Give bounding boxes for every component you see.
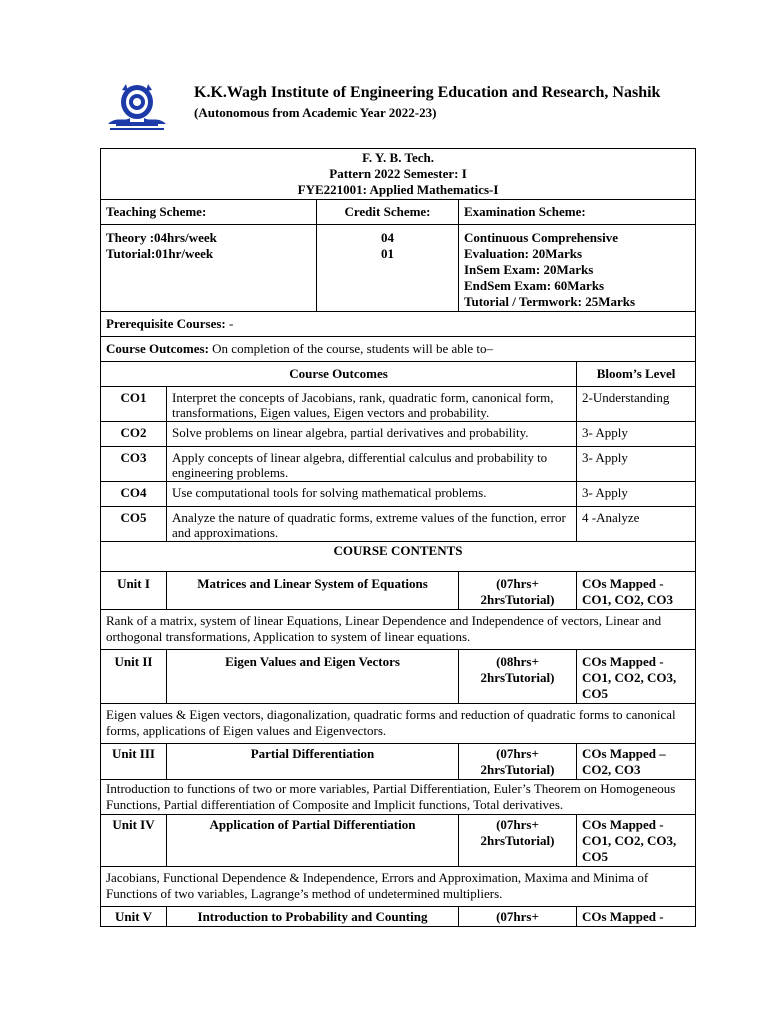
unit-title: Matrices and Linear System of Equations bbox=[167, 572, 459, 610]
teaching-scheme-values bbox=[101, 225, 317, 312]
unit-number: Unit II bbox=[101, 650, 167, 704]
outcome-level: 4 -Analyze bbox=[577, 507, 696, 542]
unit-row bbox=[101, 815, 696, 867]
outcome-row bbox=[101, 507, 696, 542]
outcome-id: CO1 bbox=[101, 387, 167, 422]
unit-cos-mapped: COs Mapped - CO1, CO2, CO3, CO5 bbox=[577, 815, 696, 867]
syllabus-table bbox=[100, 148, 696, 927]
unit-hours: (08hrs+ 2hrsTutorial) bbox=[459, 650, 577, 704]
unit-hours: (07hrs+ bbox=[459, 907, 577, 927]
unit-row bbox=[101, 650, 696, 704]
outcome-row bbox=[101, 422, 696, 447]
unit-number: Unit III bbox=[101, 744, 167, 780]
unit-description-row bbox=[101, 610, 696, 650]
unit-description: Introduction to functions of two or more variables, Partial Differentiation, Euler’s Theorem on Homogeneous Functions, Partial differentiation of Composite and Implicit functions, Total derivatives. bbox=[101, 780, 696, 815]
outcomes-header-row bbox=[101, 362, 696, 387]
outcome-id: CO4 bbox=[101, 482, 167, 507]
outcome-id: CO2 bbox=[101, 422, 167, 447]
course-title-row bbox=[101, 149, 696, 200]
outcomes-label: Course Outcomes: bbox=[106, 341, 209, 356]
unit-cos-mapped: COs Mapped – CO2, CO3 bbox=[577, 744, 696, 780]
course-contents-row bbox=[101, 542, 696, 572]
unit-hours: (07hrs+ 2hrsTutorial) bbox=[459, 744, 577, 780]
outcome-level: 3- Apply bbox=[577, 447, 696, 482]
exam-line: EndSem Exam: 60Marks bbox=[464, 278, 605, 293]
outcome-row bbox=[101, 447, 696, 482]
outcome-row bbox=[101, 482, 696, 507]
outcome-text: Apply concepts of linear algebra, differential calculus and probability to engineering problems. bbox=[167, 447, 577, 482]
exam-line: Continuous Comprehensive bbox=[464, 230, 618, 245]
unit-description-row bbox=[101, 867, 696, 907]
institute-logo-icon bbox=[106, 82, 168, 130]
unit-cos-mapped: COs Mapped - CO1, CO2, CO3 bbox=[577, 572, 696, 610]
prerequisite-value: - bbox=[225, 316, 234, 331]
outcome-text: Analyze the nature of quadratic forms, extreme values of the function, error and approximations. bbox=[167, 507, 577, 542]
outcomes-intro-cell bbox=[101, 337, 696, 362]
outcome-text: Interpret the concepts of Jacobians, rank, quadratic form, canonical form, transformations, Eigen values, Eigen vectors and probability. bbox=[167, 387, 577, 422]
outcome-level: 3- Apply bbox=[577, 422, 696, 447]
unit-hours: (07hrs+ 2hrsTutorial) bbox=[459, 815, 577, 867]
course-year: F. Y. B. Tech. bbox=[362, 150, 434, 165]
teaching-scheme-label: Teaching Scheme: bbox=[101, 200, 317, 225]
prerequisite-cell bbox=[101, 312, 696, 337]
outcome-level: 2-Understanding bbox=[577, 387, 696, 422]
outcome-row bbox=[101, 387, 696, 422]
outcome-id: CO5 bbox=[101, 507, 167, 542]
exam-scheme-label: Examination Scheme: bbox=[459, 200, 696, 225]
tutorial-hours: Tutorial:01hr/week bbox=[106, 246, 214, 261]
outcomes-header: Course Outcomes bbox=[101, 362, 577, 387]
unit-hours: (07hrs+ 2hrsTutorial) bbox=[459, 572, 577, 610]
unit-cos-mapped: COs Mapped - CO1, CO2, CO3, CO5 bbox=[577, 650, 696, 704]
prerequisite-label: Prerequisite Courses: bbox=[106, 316, 226, 331]
unit-title: Partial Differentiation bbox=[167, 744, 459, 780]
outcomes-intro-text: On completion of the course, students will be able to– bbox=[208, 341, 494, 356]
outcome-id: CO3 bbox=[101, 447, 167, 482]
unit-row bbox=[101, 744, 696, 780]
unit-description-row bbox=[101, 704, 696, 744]
unit-description: Jacobians, Functional Dependence & Independence, Errors and Approximation, Maxima and Minima of Functions of two variables, Lagrange’s method of undetermined multipliers. bbox=[101, 867, 696, 907]
institute-name: K.K.Wagh Institute of Engineering Education and Research, Nashik bbox=[194, 84, 661, 101]
unit-number: Unit I bbox=[101, 572, 167, 610]
outcome-text: Use computational tools for solving mathematical problems. bbox=[167, 482, 577, 507]
unit-row bbox=[101, 907, 696, 927]
unit-description-row bbox=[101, 780, 696, 815]
autonomous-subtitle: (Autonomous from Academic Year 2022-23) bbox=[194, 105, 437, 120]
unit-title: Application of Partial Differentiation bbox=[167, 815, 459, 867]
blooms-level-header: Bloom’s Level bbox=[577, 362, 696, 387]
exam-scheme-values bbox=[459, 225, 696, 312]
unit-number: Unit V bbox=[101, 907, 167, 927]
unit-row bbox=[101, 572, 696, 610]
scheme-values-row bbox=[101, 225, 696, 312]
unit-number: Unit IV bbox=[101, 815, 167, 867]
unit-title: Eigen Values and Eigen Vectors bbox=[167, 650, 459, 704]
credit-scheme-label: Credit Scheme: bbox=[317, 200, 459, 225]
outcome-level: 3- Apply bbox=[577, 482, 696, 507]
outcomes-intro-row bbox=[101, 337, 696, 362]
credit-theory: 04 bbox=[381, 230, 394, 245]
course-code-title: FYE221001: Applied Mathematics-I bbox=[297, 182, 499, 197]
unit-description: Rank of a matrix, system of linear Equations, Linear Dependence and Independence of vectors, Linear and orthogonal transformations, Application to system of linear equations. bbox=[101, 610, 696, 650]
outcome-text: Solve problems on linear algebra, partial derivatives and probability. bbox=[167, 422, 577, 447]
exam-line: Tutorial / Termwork: 25Marks bbox=[464, 294, 636, 309]
credit-tutorial: 01 bbox=[381, 246, 394, 261]
course-title-cell bbox=[101, 149, 696, 200]
document-header bbox=[104, 80, 724, 132]
exam-line: InSem Exam: 20Marks bbox=[464, 262, 594, 277]
prerequisite-row bbox=[101, 312, 696, 337]
unit-cos-mapped: COs Mapped - bbox=[577, 907, 696, 927]
course-contents-title: COURSE CONTENTS bbox=[101, 542, 696, 572]
exam-line: Evaluation: 20Marks bbox=[464, 246, 583, 261]
unit-description: Eigen values & Eigen vectors, diagonalization, quadratic forms and reduction of quadratic forms to canonical forms, applications of Eigen values and Eigenvectors. bbox=[101, 704, 696, 744]
unit-title: Introduction to Probability and Counting bbox=[167, 907, 459, 927]
scheme-header-row bbox=[101, 200, 696, 225]
credit-scheme-values bbox=[317, 225, 459, 312]
course-pattern: Pattern 2022 Semester: I bbox=[329, 166, 467, 181]
theory-hours: Theory :04hrs/week bbox=[106, 230, 217, 245]
